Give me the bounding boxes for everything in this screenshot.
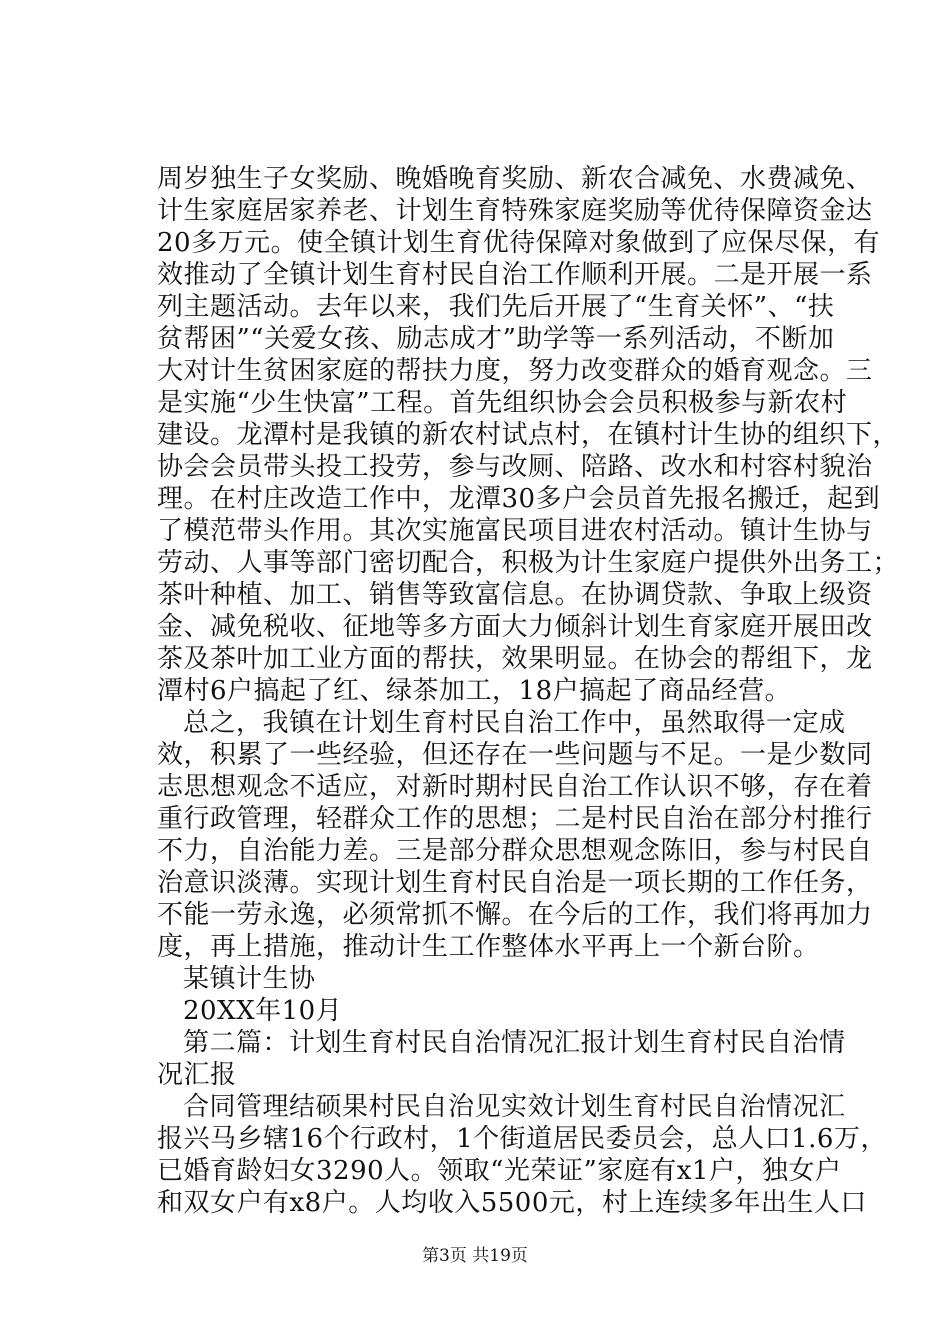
text-line: 理。在村庄改造工作中，龙潭30多户会员首先报名搬迁，起到 (157, 484, 881, 514)
text-line: 和双女户有x8户。人均收入5500元，村上连续多年出生人口 (157, 1188, 867, 1218)
paragraph-start-line: 总之，我镇在计划生育村民自治工作中，虽然取得一定成 (183, 708, 846, 738)
text-line: 重行政管理，轻群众工作的思想；二是村民自治在部分村推行 (157, 804, 873, 834)
text-line: 报兴马乡辖16个行政村，1个街道居民委员会，总人口1.6万， (157, 1124, 887, 1154)
text-line: 大对计生贫困家庭的帮扶力度，努力改变群众的婚育观念。三 (157, 356, 873, 386)
text-line: 了模范带头作用。其次实施富民项目进农村活动。镇计生协与 (157, 516, 873, 546)
text-line: 20多万元。使全镇计划生育优待保障对象做到了应保尽保，有 (157, 228, 881, 258)
section-heading-continued: 况汇报 (157, 1060, 237, 1090)
signature-organization: 某镇计生协 (183, 964, 316, 994)
text-line: 志思想观念不适应，对新时期村民自治工作认识不够，存在着 (157, 772, 873, 802)
text-line: 是实施“少生快富”工程。首先组织协会会员积极参与新农村 (157, 388, 848, 418)
section-heading: 第二篇：计划生育村民自治情况汇报计划生育村民自治情 (183, 1028, 846, 1058)
text-line: 不力，自治能力差。三是部分群众思想观念陈旧，参与村民自 (157, 836, 873, 866)
page-number-footer: 第3页 共19页 (422, 1246, 528, 1266)
text-line: 已婚育龄妇女3290人。领取“光荣证”家庭有x1户，独女户 (157, 1156, 842, 1186)
text-line: 不能一劳永逸，必须常抓不懈。在今后的工作，我们将再加力 (157, 900, 873, 930)
text-line: 计生家庭居家养老、计划生育特殊家庭奖励等优待保障资金达 (157, 196, 873, 226)
text-line: 效推动了全镇计划生育村民自治工作顺利开展。二是开展一系 (157, 260, 873, 290)
text-line: 贫帮困”“关爱女孩、励志成才”助学等一系列活动，不断加 (157, 324, 835, 354)
signature-date: 20XX年10月 (183, 996, 343, 1026)
text-line: 劳动、人事等部门密切配合，积极为计生家庭户提供外出务工； (157, 548, 900, 578)
text-line: 效，积累了一些经验，但还存在一些问题与不足。一是少数同 (157, 740, 873, 770)
text-line: 茶叶种植、加工、销售等致富信息。在协调贷款、争取上级资 (157, 580, 873, 610)
text-line: 茶及茶叶加工业方面的帮扶，效果明显。在协会的帮组下，龙 (157, 644, 873, 674)
text-line: 度，再上措施，推动计生工作整体水平再上一个新台阶。 (157, 932, 820, 962)
text-line: 列主题活动。去年以来，我们先后开展了“生育关怀”、“扶 (157, 292, 835, 322)
text-line: 治意识淡薄。实现计划生育村民自治是一项长期的工作任务， (157, 868, 873, 898)
text-line: 潭村6户搞起了红、绿茶加工，18户搞起了商品经营。 (157, 676, 792, 706)
text-line: 协会会员带头投工投劳，参与改厕、陪路、改水和村容村貌治 (157, 452, 873, 482)
text-line: 金、减免税收、征地等多方面大力倾斜计划生育家庭开展田改 (157, 612, 873, 642)
paragraph-start-line: 合同管理结硕果村民自治见实效计划生育村民自治情况汇 (183, 1092, 846, 1122)
text-line: 周岁独生子女奖励、晚婚晚育奖励、新农合减免、水费减免、 (157, 164, 873, 194)
text-line: 建设。龙潭村是我镇的新农村试点村，在镇村计生协的组织下， (157, 420, 900, 450)
